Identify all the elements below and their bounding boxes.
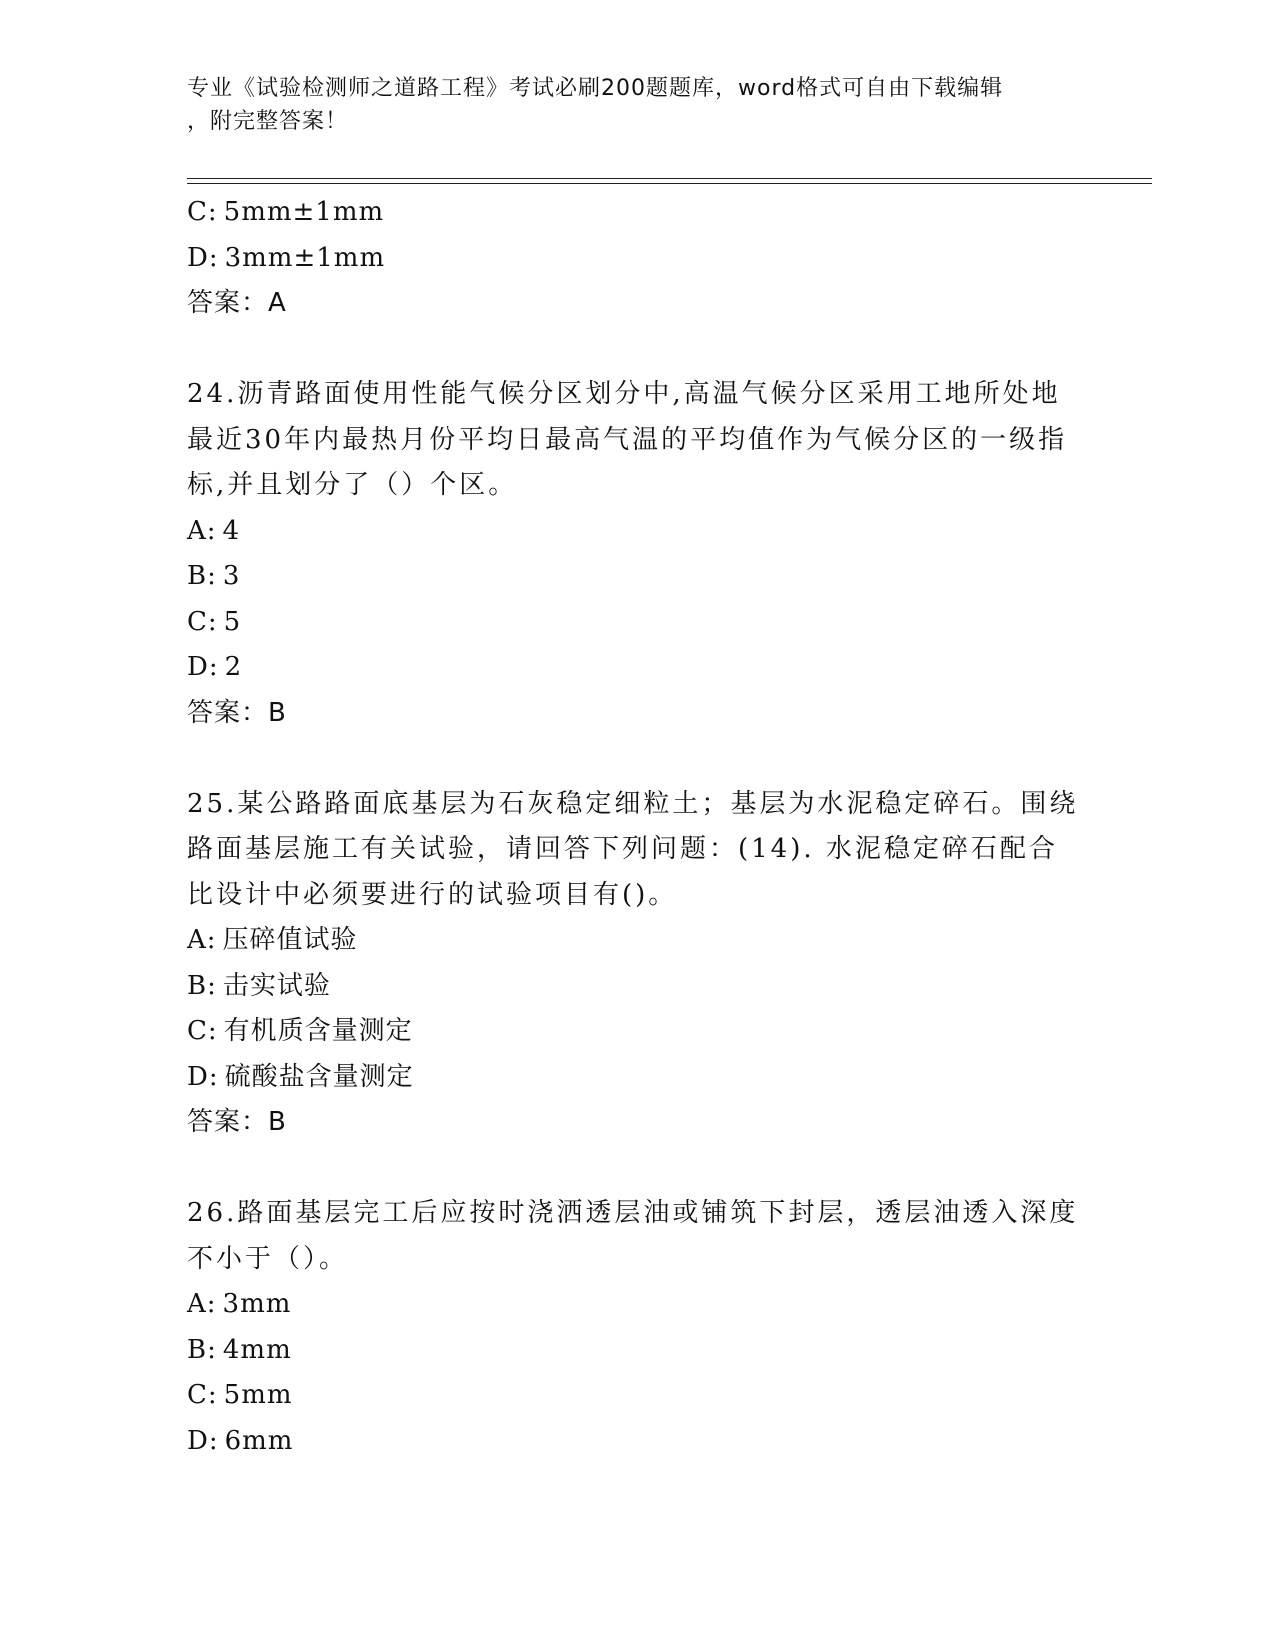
- header-line-1: 专业《试验检测师之道路工程》考试必刷200题题库，word格式可自由下载编辑: [187, 76, 1004, 101]
- document-body: [187, 190, 1087, 1464]
- option-text: 硫酸盐含量测定: [224, 1061, 414, 1092]
- option-d: [187, 1419, 1087, 1465]
- header-line-2: ，附完整答案！: [187, 109, 349, 134]
- option-c: [187, 1373, 1087, 1419]
- question-stem: [187, 372, 1087, 509]
- option-key: C:: [187, 197, 218, 227]
- option-b: [187, 1328, 1087, 1374]
- option-a: [187, 918, 1087, 964]
- question-24: [187, 372, 1087, 736]
- answer-line: 答案：B: [187, 1107, 287, 1137]
- question-line: 24.沥青路面使用性能气候分区划分中,高温气候分区采用工地所处地: [187, 379, 1061, 409]
- option-key: A:: [187, 925, 217, 955]
- option-text: 3mm: [222, 1289, 292, 1319]
- option-text: 5mm±1mm: [223, 197, 385, 227]
- option-c: [187, 600, 1087, 646]
- option-text: 2: [224, 652, 243, 682]
- option-key: C:: [187, 1016, 218, 1046]
- option-key: C:: [187, 1380, 218, 1410]
- option-d: [187, 236, 1087, 282]
- option-key: D:: [187, 652, 219, 682]
- option-key: B:: [187, 561, 217, 591]
- option-text: 4mm: [222, 1334, 292, 1365]
- question-line: 标,并且划分了（）个区。: [187, 470, 518, 500]
- question-25: [187, 782, 1087, 1146]
- question-line: 最近30年内最热月份平均日最高气温的平均值作为气候分区的一级指: [187, 424, 1068, 455]
- option-a: [187, 1282, 1087, 1328]
- option-key: D:: [187, 1425, 219, 1456]
- option-key: D:: [187, 1061, 219, 1092]
- document-header: [187, 72, 1087, 138]
- header-divider-top: [187, 178, 1152, 179]
- question-line: 25.某公路路面底基层为石灰稳定细粒土；基层为水泥稳定碎石。围绕: [187, 788, 1079, 819]
- question-line: 比设计中必须要进行的试验项目有()。: [187, 879, 678, 910]
- option-key: C:: [187, 606, 218, 637]
- option-key: A:: [187, 515, 217, 546]
- previous-question-tail: [187, 190, 1087, 327]
- option-c: [187, 190, 1087, 236]
- option-key: A:: [187, 1289, 217, 1319]
- question-26: [187, 1191, 1087, 1464]
- option-b: [187, 964, 1087, 1010]
- option-c: [187, 1009, 1087, 1055]
- header-divider-bottom: [187, 183, 1152, 184]
- option-text: 压碎值试验: [222, 925, 358, 955]
- option-b: [187, 554, 1087, 600]
- option-a: [187, 509, 1087, 555]
- option-text: 4: [222, 515, 241, 546]
- option-d: [187, 645, 1087, 691]
- option-key: B:: [187, 1334, 217, 1365]
- option-text: 击实试验: [222, 970, 331, 1001]
- option-text: 5mm: [223, 1380, 293, 1410]
- option-text: 有机质含量测定: [223, 1016, 413, 1046]
- option-d: [187, 1055, 1087, 1101]
- option-key: B:: [187, 970, 217, 1001]
- question-line: 不小于（）。: [187, 1243, 349, 1274]
- option-text: 3mm±1mm: [224, 242, 386, 273]
- option-text: 3: [222, 561, 241, 591]
- question-stem: [187, 1191, 1087, 1282]
- option-text: 6mm: [224, 1425, 294, 1456]
- option-key: D:: [187, 242, 219, 273]
- answer-line: 答案：A: [187, 288, 287, 318]
- question-line: 路面基层施工有关试验，请回答下列问题：(14). 水泥稳定碎石配合: [187, 834, 1058, 864]
- answer-line: 答案：B: [187, 697, 287, 728]
- option-text: 5: [223, 606, 242, 637]
- question-stem: [187, 782, 1087, 919]
- question-line: 26.路面基层完工后应按时浇洒透层油或铺筑下封层，透层油透入深度: [187, 1198, 1079, 1228]
